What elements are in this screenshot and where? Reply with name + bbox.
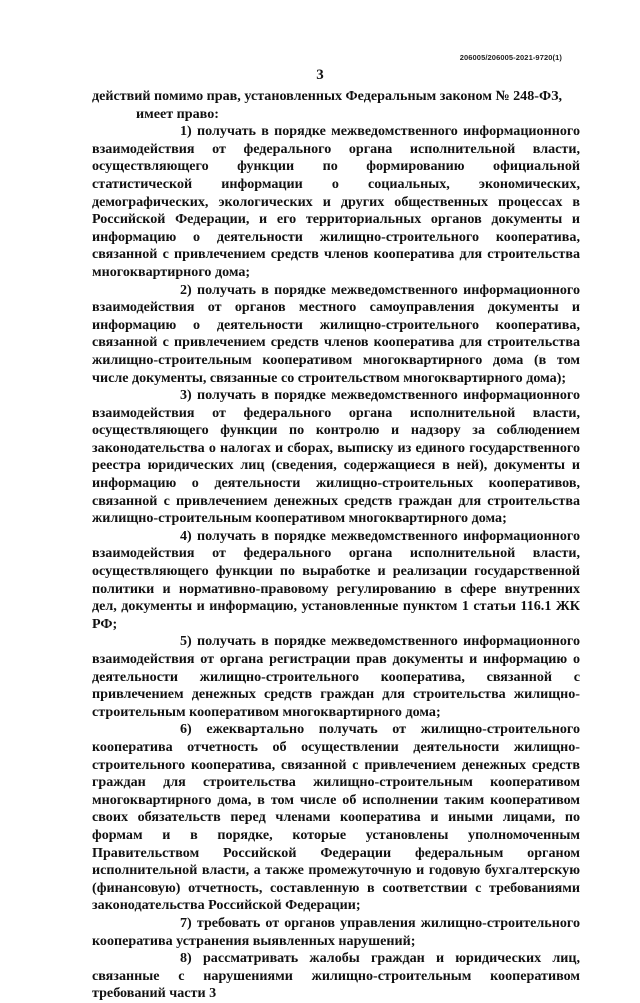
list-item [92,387,580,528]
item-text: получать в порядке межведомственного информационного взаимодействия от федерального органа исполнительной власти, осуществляющего функции по выработке и реализации государственной политики и нормативно-правовому регулированию в сфере внутренних дел, документы и информацию, установленные пунктом 1 статьи 116.1 ЖК РФ; [92,527,580,632]
item-text: ежеквартально получать от жилищно-строительного кооператива отчетность об осуществлении деятельности жилищно-строительного кооператива, связанной с привлечением денежных средств граждан для строительства жилищно-строительным кооперативом многоквартирного дома, в том числе об исполнении таким кооперативом своих обязательств перед членами кооператива и иными лицами, по формам и в порядке, которые установлены уполномоченным Правительством Российской Федерации федеральным органом исполнительной власти, а также промежуточную и годовую бухгалтерскую (финансовую) отчетность, составленную в соответствии с требованиями законодательства Российской Федерации; [92,721,580,914]
item-number: 2) [180,281,192,298]
item-number: 1) [180,123,192,140]
page-number: 3 [316,67,324,83]
list-item [92,528,580,634]
item-text: получать в порядке межведомственного информационного взаимодействия от органа регистрации прав документы и информацию о деятельности жилищно-строительного кооператива, связанной с привлечением денежных средств граждан для строительства жилищно-строительным кооперативом многоквартирного дома; [92,633,580,720]
item-text: требовать от органов управления жилищно-строительного кооператива устранения выявленных нарушений; [92,914,581,949]
item-number: 7) [180,914,192,931]
list-item [92,633,580,721]
item-text: получать в порядке межведомственного информационного взаимодействия от органов местного самоуправления документы и информацию о деятельности жилищно-строительного кооператива, связанной с привлечением средств членов кооператива для строительства жилищно-строительным кооперативом многоквартирного дома (в том числе документы, связанные со строительством многоквартирного дома); [92,281,580,386]
item-text: рассматривать жалобы граждан и юридических лиц, связанные с нарушениями жилищно-строительным кооперативом требований части 3 [92,950,580,1002]
list-item [92,915,580,950]
list-item [92,282,580,388]
item-number: 3) [180,387,192,404]
item-text: получать в порядке межведомственного информационного взаимодействия от федерального органа исполнительной власти, осуществляющего функции по формированию официальной статистической информации о социальных, экономических, демографических, экологических и других общественных процессах в Российской Федерации, и его территориальных органов документы и информацию о деятельности жилищно-строительного кооператива, связанной с привлечением средств членов кооператива для строительства многоквартирного дома; [92,123,580,280]
list-item [92,721,580,915]
document-code: 206005/206005-2021-9720(1) [459,53,562,62]
item-number: 6) [180,721,192,738]
item-number: 5) [180,633,192,650]
item-number: 8) [180,950,192,967]
list-item [92,950,580,1003]
item-text: получать в порядке межведомственного информационного взаимодействия от федерального органа исполнительной власти, осуществляющего функции по контролю и надзору за соблюдением законодательства о налогах и сборах, выписку из единого государственного реестра юридических лиц (сведения, содержащиеся в ней), документы и информацию о деятельности жилищно-строительных кооперативов, связанной с привлечением денежных средств граждан для строительства жилищно-строительным кооперативом многоквартирного дома; [92,387,580,527]
item-number: 4) [180,527,192,544]
document-body [92,88,580,1003]
intro-line: действий помимо прав, установленных Федеральным законом № 248-ФЗ, [92,88,563,104]
intro-line: имеет право: [136,105,219,122]
list-item [92,123,580,281]
